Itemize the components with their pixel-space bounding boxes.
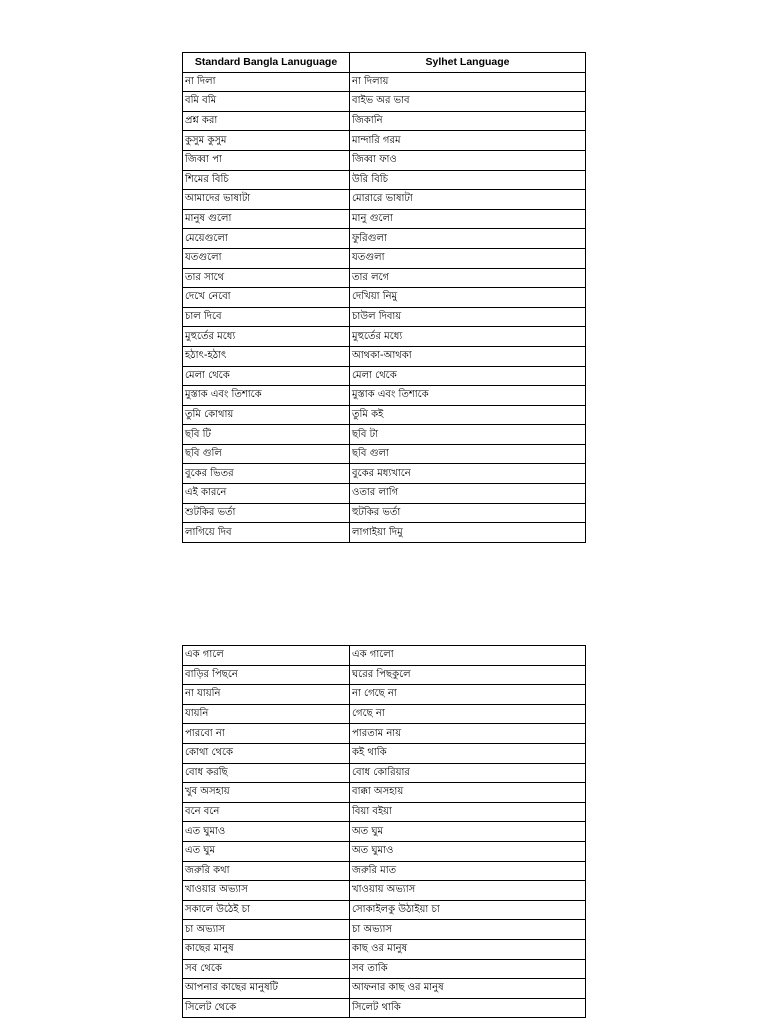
table-row xyxy=(183,979,586,999)
standard-bangla-cell: জিব্বা পা xyxy=(183,150,350,170)
sylhet-cell: পারতাম নায় xyxy=(350,724,586,744)
table-row xyxy=(183,861,586,881)
sylhet-cell: ছবি টা xyxy=(350,425,586,445)
sylhet-cell: লাগাইয়া দিমু xyxy=(350,523,586,543)
sylhet-cell: জিকানি xyxy=(350,111,586,131)
standard-bangla-cell: যায়নি xyxy=(183,704,350,724)
standard-bangla-cell: খুব অসহায় xyxy=(183,783,350,803)
standard-bangla-cell: মানুষ গুলো xyxy=(183,209,350,229)
table-row xyxy=(183,665,586,685)
sylhet-cell: মোরারে ভাষাটা xyxy=(350,190,586,210)
table-row xyxy=(183,209,586,229)
table-row xyxy=(183,841,586,861)
table-row xyxy=(183,229,586,249)
sylhet-cell: মুহুর্তের মধ্যে xyxy=(350,327,586,347)
standard-bangla-cell: সিলেট থেকে xyxy=(183,998,350,1018)
standard-bangla-cell: চা অভ্যাস xyxy=(183,920,350,940)
standard-bangla-cell: লাগিয়ে দিব xyxy=(183,523,350,543)
standard-bangla-cell: চাল দিবে xyxy=(183,307,350,327)
sylhet-cell: সব তাকি xyxy=(350,959,586,979)
table-row xyxy=(183,386,586,406)
table-row xyxy=(183,743,586,763)
standard-bangla-cell: ছবি গুলি xyxy=(183,444,350,464)
table-row xyxy=(183,248,586,268)
standard-bangla-cell: এক গালে xyxy=(183,646,350,666)
standard-bangla-cell: মুহুর্তের মধ্যে xyxy=(183,327,350,347)
table-row xyxy=(183,503,586,523)
table-row xyxy=(183,425,586,445)
sylhet-cell: খাওয়ায় অভ্যাস xyxy=(350,881,586,901)
table-row xyxy=(183,802,586,822)
sylhet-cell: অত ঘুম xyxy=(350,822,586,842)
table-row xyxy=(183,366,586,386)
sylhet-cell: বাক্কা অসহায় xyxy=(350,783,586,803)
sylhet-cell: চাউল দিবায় xyxy=(350,307,586,327)
table-row xyxy=(183,724,586,744)
sylhet-cell: ফুরিগুলা xyxy=(350,229,586,249)
sylhet-cell: চা অভ্যাস xyxy=(350,920,586,940)
sylhet-cell: ওতার লাগি xyxy=(350,484,586,504)
sylhet-cell: উরি বিচি xyxy=(350,170,586,190)
table-row xyxy=(183,881,586,901)
table-row xyxy=(183,484,586,504)
translation-table-1 xyxy=(182,52,586,543)
sylhet-cell: দেখিয়া নিমু xyxy=(350,288,586,308)
sylhet-cell: আফনার কাছ ওর মানুষ xyxy=(350,979,586,999)
table-row xyxy=(183,190,586,210)
standard-bangla-cell: তুমি কোথায় xyxy=(183,405,350,425)
table-row xyxy=(183,822,586,842)
table-row xyxy=(183,170,586,190)
standard-bangla-cell: মুস্তাক এবং তিশাকে xyxy=(183,386,350,406)
standard-bangla-cell: মেয়েগুলো xyxy=(183,229,350,249)
table-row xyxy=(183,704,586,724)
header-standard-bangla: Standard Bangla Lanuguage xyxy=(183,53,350,73)
standard-bangla-cell: বুকের ভিতর xyxy=(183,464,350,484)
sylhet-cell: বাইভ অর ভাব xyxy=(350,92,586,112)
standard-bangla-cell: এই কারনে xyxy=(183,484,350,504)
table-row xyxy=(183,685,586,705)
sylhet-cell: না গেছে না xyxy=(350,685,586,705)
standard-bangla-cell: কাছের মানুষ xyxy=(183,939,350,959)
sylhet-cell: না দিলায় xyxy=(350,72,586,92)
standard-bangla-cell: আমাদের ভাষাটা xyxy=(183,190,350,210)
table-row xyxy=(183,959,586,979)
standard-bangla-cell: এত ঘুমাও xyxy=(183,822,350,842)
sylhet-cell: বুকের মধ্যখানে xyxy=(350,464,586,484)
sylhet-cell: হুটকির ভর্তা xyxy=(350,503,586,523)
sylhet-cell: তুমি কই xyxy=(350,405,586,425)
standard-bangla-cell: মেলা থেকে xyxy=(183,366,350,386)
table-row xyxy=(183,783,586,803)
table-row xyxy=(183,646,586,666)
sylhet-cell: বিয়া বইয়া xyxy=(350,802,586,822)
sylhet-cell: অত ঘুমাও xyxy=(350,841,586,861)
standard-bangla-cell: প্রশ্ন করা xyxy=(183,111,350,131)
sylhet-cell: সিলেট থাকি xyxy=(350,998,586,1018)
sylhet-cell: জরুরি মাত xyxy=(350,861,586,881)
standard-bangla-cell: পারবো না xyxy=(183,724,350,744)
sylhet-cell: মুস্তাক এবং তিশাকে xyxy=(350,386,586,406)
standard-bangla-cell: শুটকির ভর্তা xyxy=(183,503,350,523)
table-row xyxy=(183,288,586,308)
table-row xyxy=(183,523,586,543)
table-row xyxy=(183,464,586,484)
table-row xyxy=(183,900,586,920)
standard-bangla-cell: এত ঘুম xyxy=(183,841,350,861)
table-row xyxy=(183,72,586,92)
standard-bangla-cell: কোথা থেকে xyxy=(183,743,350,763)
table-row xyxy=(183,111,586,131)
standard-bangla-cell: জরুরি কথা xyxy=(183,861,350,881)
standard-bangla-cell: না যায়নি xyxy=(183,685,350,705)
table-row xyxy=(183,763,586,783)
standard-bangla-cell: বাড়ির পিছনে xyxy=(183,665,350,685)
table-row xyxy=(183,131,586,151)
table-row xyxy=(183,939,586,959)
sylhet-cell: যতগুলা xyxy=(350,248,586,268)
standard-bangla-cell: বমি বমি xyxy=(183,92,350,112)
sylhet-cell: মানু গুলো xyxy=(350,209,586,229)
table-row xyxy=(183,307,586,327)
standard-bangla-cell: সকালে উঠেই চা xyxy=(183,900,350,920)
sylhet-cell: এক গালো xyxy=(350,646,586,666)
header-sylhet: Sylhet Language xyxy=(350,53,586,73)
table-row xyxy=(183,998,586,1018)
standard-bangla-cell: সব থেকে xyxy=(183,959,350,979)
standard-bangla-cell: না দিলা xyxy=(183,72,350,92)
sylhet-cell: আথকা-আথকা xyxy=(350,346,586,366)
sylhet-cell: ঘরের পিছকুলে xyxy=(350,665,586,685)
table-row xyxy=(183,268,586,288)
table-row xyxy=(183,444,586,464)
table-row xyxy=(183,346,586,366)
sylhet-cell: কই থাকি xyxy=(350,743,586,763)
sylhet-cell: ছবি গুলা xyxy=(350,444,586,464)
standard-bangla-cell: শিমের বিচি xyxy=(183,170,350,190)
table-header-row xyxy=(183,53,586,73)
standard-bangla-cell: হঠাৎ-হঠাৎ xyxy=(183,346,350,366)
table-row xyxy=(183,150,586,170)
sylhet-cell: বোধ কোরিয়ার xyxy=(350,763,586,783)
standard-bangla-cell: বনে বনে xyxy=(183,802,350,822)
standard-bangla-cell: খাওয়ার অভ্যাস xyxy=(183,881,350,901)
sylhet-cell: মান্দারি গরম xyxy=(350,131,586,151)
sylhet-cell: মেলা থেকে xyxy=(350,366,586,386)
standard-bangla-cell: ছবি টি xyxy=(183,425,350,445)
sylhet-cell: গেছে না xyxy=(350,704,586,724)
sylhet-cell: কাছ ওর মানুষ xyxy=(350,939,586,959)
standard-bangla-cell: তার সাথে xyxy=(183,268,350,288)
sylhet-cell: সোকাইলকু উঠাইয়া চা xyxy=(350,900,586,920)
standard-bangla-cell: বোধ করছি xyxy=(183,763,350,783)
table-row xyxy=(183,920,586,940)
standard-bangla-cell: আপনার কাছের মানুষটি xyxy=(183,979,350,999)
standard-bangla-cell: দেখে নেবো xyxy=(183,288,350,308)
standard-bangla-cell: কুসুম কুসুম xyxy=(183,131,350,151)
standard-bangla-cell: যতগুলো xyxy=(183,248,350,268)
sylhet-cell: জিব্বা ফাও xyxy=(350,150,586,170)
translation-table-2 xyxy=(182,645,586,1018)
table-row xyxy=(183,405,586,425)
table-row xyxy=(183,92,586,112)
table-row xyxy=(183,327,586,347)
sylhet-cell: তার লগে xyxy=(350,268,586,288)
